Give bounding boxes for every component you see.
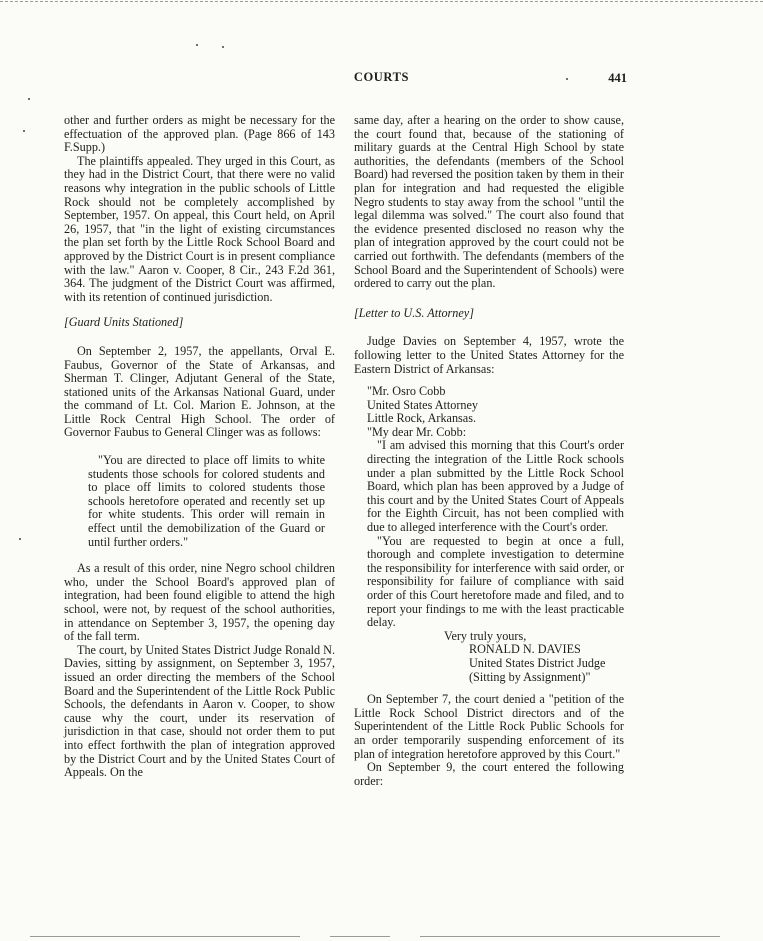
scan-speck [19, 538, 21, 540]
section-heading-letter: [Letter to U.S. Attorney] [354, 305, 474, 320]
paragraph: On September 9, the court entered the following order: [354, 760, 624, 788]
left-column [64, 114, 335, 780]
page-number: 441 [608, 71, 627, 85]
letter-address-line: United States Attorney [367, 397, 479, 412]
scan-speck [196, 44, 198, 46]
bottom-edge-line [330, 936, 390, 937]
signature-title: United States District Judge [469, 655, 606, 670]
letter-paragraph: "You are requested to begin at once a full, thorough and complete investigation to determine the responsibility for interference with said order, or responsibility for failure of compliance with said order of this Court heretofore made and filed, and to report your findings to me with the least practicable delay. [367, 533, 624, 630]
scan-speck [23, 130, 25, 132]
scan-speck [28, 98, 30, 100]
letter-address-line: "Mr. Osro Cobb [367, 384, 446, 399]
quote-text: "You are directed to place off limits to white students those schools for colored students and to place off limits to colored students those schools heretofore operated and recently set up for white students. This order will remain in effect until the demobilization of the Guard or until further orders." [88, 453, 325, 549]
paragraph: other and further orders as might be necessary for the effectuation of the approved plan. (Page 866 of 143 F.Supp.) [64, 113, 335, 155]
signature-block [444, 643, 624, 684]
signature-note: (Sitting by Assignment)" [469, 669, 591, 684]
block-quote-governor-order [88, 454, 325, 549]
paragraph: same day, after a hearing on the order to show cause, the court found that, because of the stationing of military guards at the Central High School by state authorities, the defendants (members of the School Board) had reversed the position taken by them in their plan for integration and had requested the eligible Negro students to stay away from the school "until the legal dilemma was solved." The court also found that the evidence presented disclosed no reason why the plan of integration approved by the court could not be carried out forthwith. The defendants (members of the School Board and the Superintendent of Schools) were ordered to carry out the plan. [354, 113, 624, 291]
paragraph: As a result of this order, nine Negro school children who, under the School Board's approved plan of integration, had been found eligible to attend the high school, were not, by request of the school authorities, in attendance on September 3, 1957, the opening day of the fall term. [64, 561, 335, 644]
bottom-edge-line [30, 936, 300, 937]
signature-name: RONALD N. DAVIES [469, 642, 581, 657]
right-column [354, 114, 624, 788]
paragraph: The court, by United States District Judge Ronald N. Davies, sitting by assignment, on September 3, 1957, issued an order directing the members of the School Board and the Superintendent of the Little Rock Public Schools, the defendants in Aaron v. Cooper, to show cause why the court, under its reservation of jurisdiction in that case, should not order them to put into effect forthwith the plan of integration approved by the District Court and by the United States Court of Appeals. On the [64, 642, 335, 780]
closing-line: Very truly yours, [444, 628, 527, 643]
letter-paragraph: "I am advised this morning that this Court's order directing the integration of the Little Rock schools under a plan submitted by the Little Rock School Board, which plan has been approved by a Judge of this court and by the United States Court of Appeals for the Eighth Circuit, has not been complied with due to alleged interference with the Court's order. [367, 438, 624, 535]
top-edge-dashes [0, 1, 763, 2]
letter-salutation: "My dear Mr. Cobb: [367, 424, 467, 439]
letter-block [367, 385, 624, 684]
paragraph: Judge Davies on September 4, 1957, wrote the following letter to the United States Attorney for the Eastern District of Arkansas: [354, 334, 624, 376]
scan-speck [222, 46, 224, 48]
paragraph: On September 7, the court denied a "petition of the Little Rock School District directors and of the Superintendent of the Little Rock Public Schools for an order temporarily suspending enforcement of its plan of integration heretofore approved by this Court." [354, 692, 624, 761]
letter-address-line: Little Rock, Arkansas. [367, 411, 476, 426]
bottom-edge-line [420, 936, 720, 937]
letter-closing [367, 630, 624, 684]
section-heading-guard-units: [Guard Units Stationed] [64, 315, 184, 330]
running-header: COURTS [353, 70, 410, 84]
paragraph: The plaintiffs appealed. They urged in this Court, as they had in the District Court, that there were no valid reasons why integration in the public schools of Little Rock should not be completely accomplished by September, 1957. On appeal, this Court held, on April 26, 1957, that "in the light of existing circumstances the plan set forth by the Little Rock School Board and approved by the District Court is in present compliance with the law." Aaron v. Cooper, 8 Cir., 243 F.2d 361, 364. The judgment of the District Court was affirmed, with its retention of continued jurisdiction. [64, 153, 335, 304]
paragraph: On September 2, 1957, the appellants, Orval E. Faubus, Governor of the State of Arkansas, and Sherman T. Clinger, Adjutant General of the State, stationed units of the Arkansas National Guard, under the command of Lt. Col. Marion E. Johnson, at the Little Rock Central High School. The order of Governor Faubus to General Clinger was as follows: [64, 343, 335, 440]
